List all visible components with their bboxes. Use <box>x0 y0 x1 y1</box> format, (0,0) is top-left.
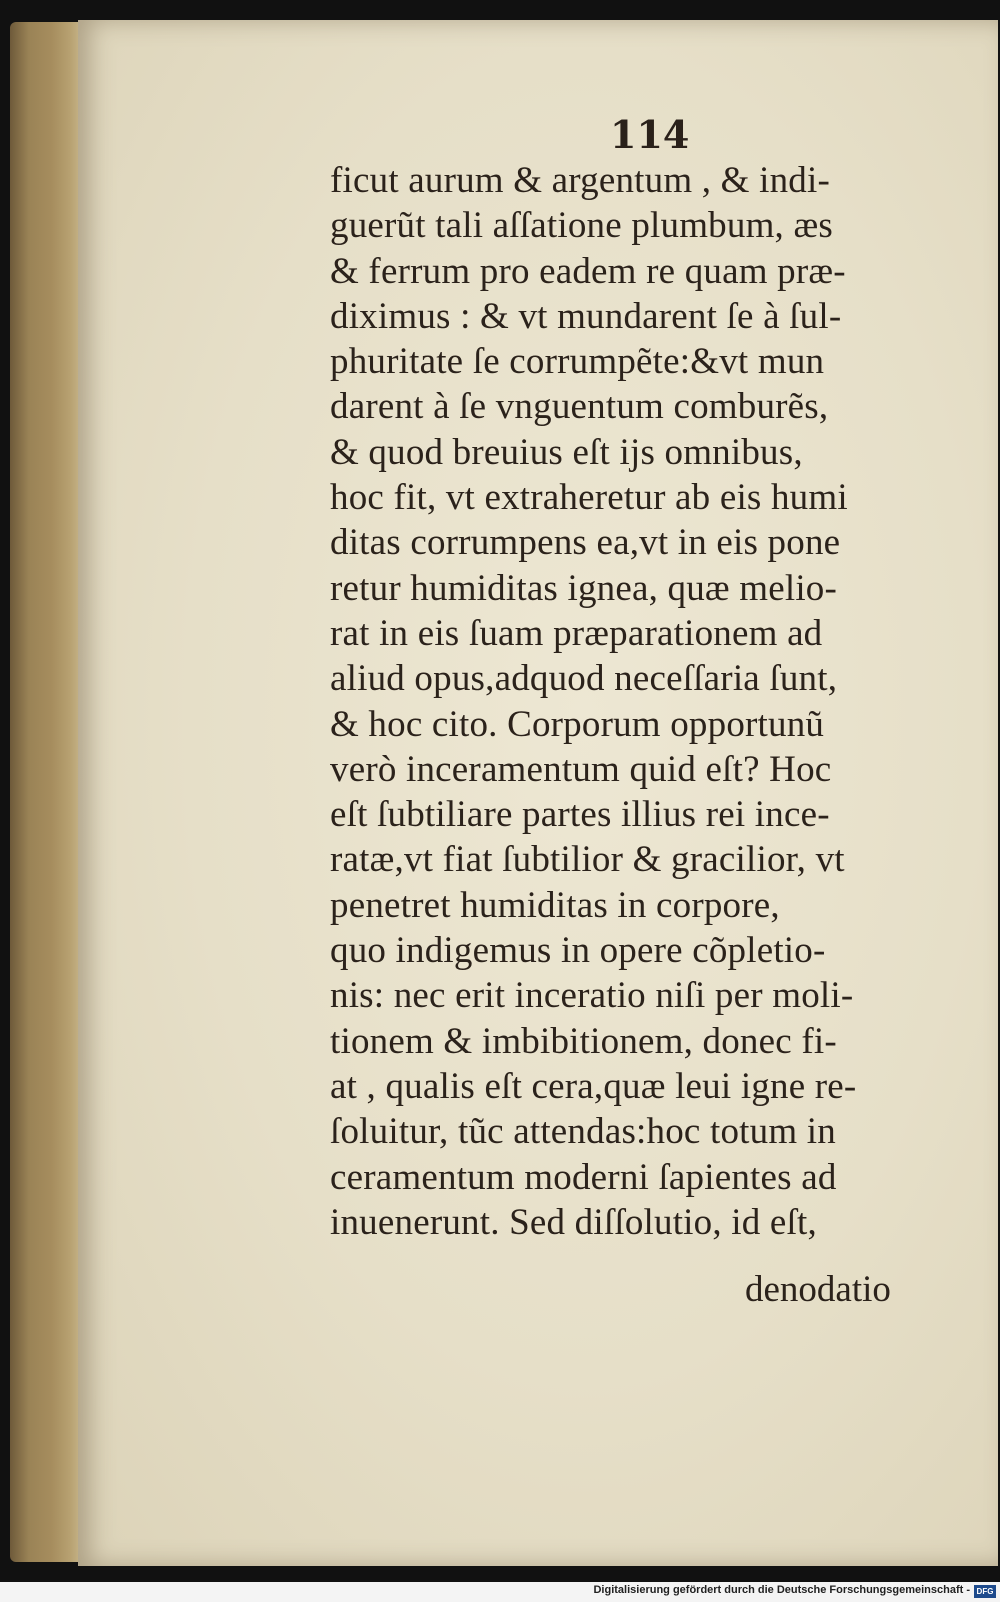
text-line: retur humiditas ignea, quæ melio- <box>330 567 838 609</box>
text-line: verò inceramentum quid eſt? Hoc <box>330 748 832 790</box>
text-line: penetret humiditas in corpore, <box>330 884 780 926</box>
text-line: & ferrum pro eadem re quam præ- <box>330 250 846 292</box>
text-line: guerũt tali aſſatione plumbum, æs <box>330 205 833 247</box>
text-line: ceramentum moderni ſapientes ad <box>330 1156 837 1198</box>
text-line: ficut aurum & argentum , & indi- <box>330 160 830 201</box>
dfg-logo-icon: DFG <box>974 1585 996 1598</box>
text-line: ditas corrumpens ea,vt in eis pone <box>330 522 841 564</box>
text-line: hoc fit, vt extraheretur ab eis humi <box>330 477 848 519</box>
text-line: aliud opus,adquod neceſſaria ſunt, <box>330 658 838 700</box>
text-line: quo indigemus in opere cõpletio- <box>330 930 826 972</box>
book-page-edge <box>10 22 86 1562</box>
page-number: 114 <box>610 112 690 157</box>
text-line: diximus : & vt mundarent ſe à ſul- <box>330 295 842 337</box>
footer-bar <box>0 1582 1000 1602</box>
text-line: & quod breuius eſt ijs omnibus, <box>330 431 803 473</box>
text-line: nis: nec erit inceratio niſi per moli- <box>330 975 854 1017</box>
catchword: denodatio <box>745 1269 891 1310</box>
text-line: ratæ,vt fiat ſubtilior & gracilior, vt <box>330 839 845 881</box>
text-line: darent à ſe vnguentum comburẽs, <box>330 386 829 428</box>
text-line: at , qualis eſt cera,quæ leui igne re- <box>330 1065 857 1107</box>
text-line: ſoluitur, tũc attendas:hoc totum in <box>330 1111 836 1153</box>
text-line: tionem & imbibitionem, donec fi- <box>330 1020 837 1062</box>
text-line: rat in eis ſuam præparationem ad <box>330 612 823 654</box>
text-line: eſt ſubtiliare partes illius rei ince- <box>330 794 830 836</box>
text-line: phuritate ſe corrumpẽte:&vt mun <box>330 341 825 383</box>
funding-credit: Digitalisierung gefördert durch die Deutsche Forschungsgemeinschaft - <box>593 1584 970 1596</box>
text-line: inuenerunt. Sed diſſolutio, id eſt, <box>330 1201 817 1243</box>
text-block <box>330 158 950 1245</box>
text-line: & hoc cito. Corporum opportunũ <box>330 703 825 745</box>
